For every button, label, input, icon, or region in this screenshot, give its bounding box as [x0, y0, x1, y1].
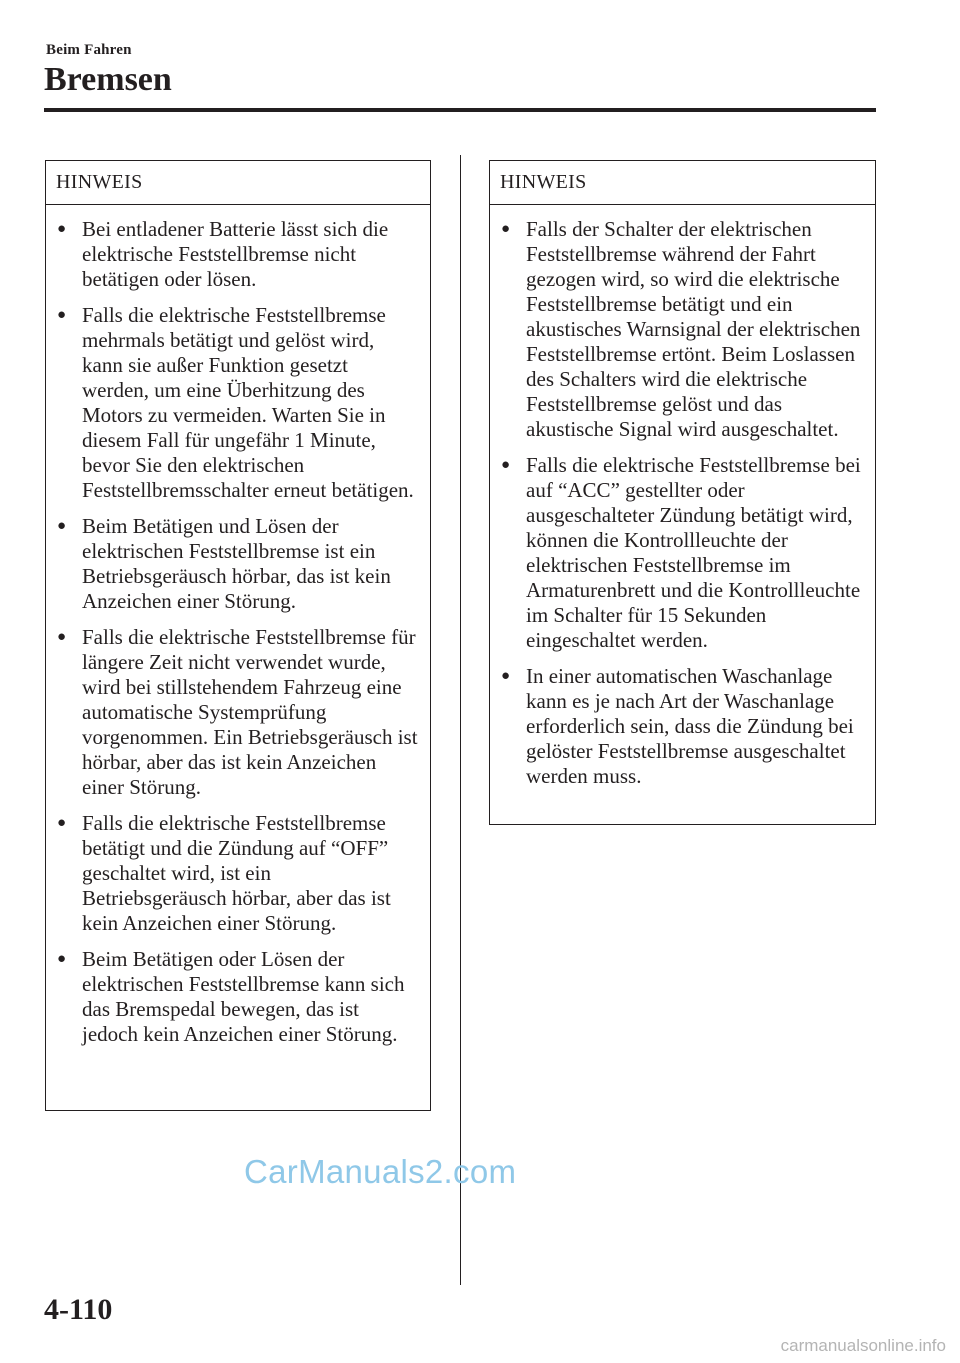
bullet-icon: ● — [57, 307, 67, 323]
note-item — [46, 303, 420, 503]
note-heading: HINWEIS — [490, 161, 875, 205]
note-text: Falls der Schalter der elektrischen Feststellbremse während der Fahrt gezogen wird, so wird die elektrische Feststellbremse betätigt und ein akustisches Warnsignal der elektrischen Feststellbremse ertönt. Beim Loslassen des Schalters wird die elektrische Feststellbremse gelöst und das akustische Signal wird ausgeschaltet. — [526, 217, 861, 441]
note-list — [490, 205, 875, 808]
note-item — [490, 453, 865, 653]
watermark-logo: CarManuals2.com — [244, 1153, 517, 1190]
note-item — [46, 811, 420, 936]
bullet-icon: ● — [57, 518, 67, 534]
note-text: In einer automatischen Waschanlage kann es je nach Art der Waschanlage erforderlich sein, dass die Zündung bei gelöster Feststellbremse ausgeschaltet werden muss. — [526, 664, 854, 788]
header-rule — [44, 108, 876, 112]
bullet-icon: ● — [501, 221, 511, 237]
chapter-title: Bremsen — [44, 61, 172, 98]
column-divider — [460, 155, 461, 1285]
note-box-right — [489, 160, 876, 825]
note-text: Falls die elektrische Feststellbremse mehrmals betätigt und gelöst wird, kann sie außer Funktion gesetzt werden, um eine Überhitzung des Motors zu vermeiden. Warten Sie in diesem Fall für ungefähr 1 Minute, bevor Sie den elektrischen Feststellbremsschalter erneut betätigen. — [82, 303, 414, 502]
bullet-icon: ● — [57, 951, 67, 967]
page-number: 4-110 — [44, 1293, 113, 1326]
note-text: Beim Betätigen und Lösen der elektrischen Feststellbremse ist ein Betriebsgeräusch hörbar, das ist kein Anzeichen einer Störung. — [82, 514, 391, 613]
bullet-icon: ● — [501, 457, 511, 473]
note-item — [46, 217, 420, 292]
note-item — [490, 664, 865, 789]
bullet-icon: ● — [57, 815, 67, 831]
note-item — [46, 947, 420, 1047]
note-heading: HINWEIS — [46, 161, 430, 205]
note-text: Falls die elektrische Feststellbremse betätigt und die Zündung auf “OFF” geschaltet wird, ist ein Betriebsgeräusch hörbar, aber das ist kein Anzeichen einer Störung. — [82, 811, 391, 935]
note-text: Falls die elektrische Feststellbremse bei auf “ACC” gestellter oder ausgeschalteter Zündung betätigt wird, können die Kontrollleuchte der elektrischen Feststellbremse im Armaturenbrett und die Kontrollleuchte im Schalter für 15 Sekunden eingeschaltet werden. — [526, 453, 861, 652]
bullet-icon: ● — [501, 668, 511, 684]
bullet-icon: ● — [57, 629, 67, 645]
footer-watermark: carmanualsonline.info — [780, 1336, 946, 1355]
note-text: Bei entladener Batterie lässt sich die elektrische Feststellbremse nicht betätigen oder lösen. — [82, 217, 389, 291]
note-text: Falls die elektrische Feststellbremse für längere Zeit nicht verwendet wurde, wird bei stillstehendem Fahrzeug eine automatische Systemprüfung vorgenommen. Ein Betriebsgeräusch ist hörbar, aber das ist kein Anzeichen einer Störung. — [82, 625, 418, 799]
section-label: Beim Fahren — [46, 42, 132, 58]
bullet-icon: ● — [57, 221, 67, 237]
note-item — [46, 514, 420, 614]
note-item — [490, 217, 865, 442]
note-box-left — [45, 160, 431, 1111]
note-list — [46, 205, 430, 1066]
note-item — [46, 625, 420, 800]
note-text: Beim Betätigen oder Lösen der elektrischen Feststellbremse kann sich das Bremspedal bewegen, das ist jedoch kein Anzeichen einer Störung. — [82, 947, 405, 1046]
